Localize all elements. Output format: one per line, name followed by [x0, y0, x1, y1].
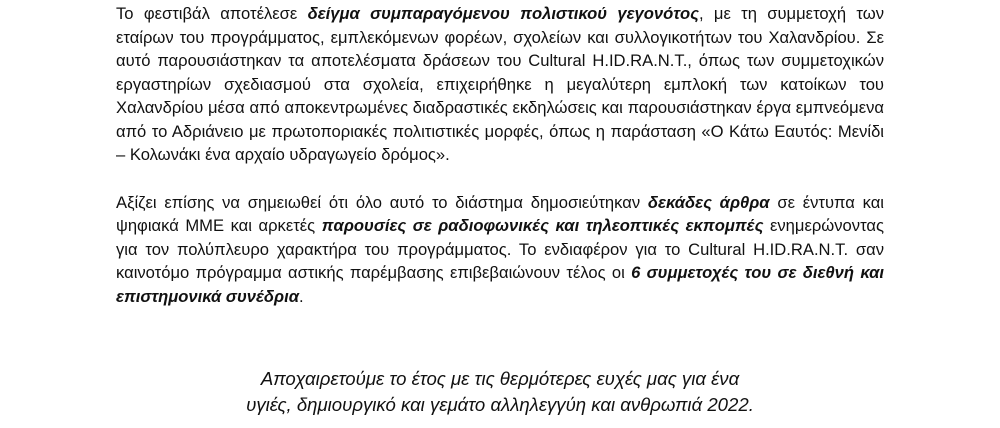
emphasis-text: δεκάδες άρθρα	[647, 192, 770, 212]
closing-wishes	[116, 366, 884, 418]
paragraph-text: , με τη συμμετοχή των εταίρων του προγράμματος, εμπλεκόμενων φορέων, σχολείων και συλλογικοτήτων του Χαλανδρίου. Σε αυτό παρουσιάστηκαν τα αποτελέσματα δράσεων του Cultural H.ID.RA.N.T., όπως των συμμετοχικών εργαστηρίων σχεδιασμού στα σχολεία, επιχειρήθηκε η μεγαλύτερη εμπλοκή των κατοίκων του Χαλανδρίου μέσα από αποκεντρωμένες διαδραστικές εκδηλώσεις και παρουσιάστηκαν έργα εμπνεόμενα από το Αδριάνειο με πρωτοποριακές πολιτιστικές μορφές, όπως η παράσταση «Ο Κάτω Εαυτός: Μενίδι – Κολωνάκι ένα αρχαίο υδραγωγείο δρόμος».	[116, 4, 884, 164]
emphasis-text: παρουσίες σε ραδιοφωνικές και τηλεοπτικές εκπομπές	[321, 216, 764, 235]
document-body	[116, 2, 884, 308]
paragraph-text: Αξίζει επίσης να σημειωθεί ότι όλο αυτό το διάστημα δημοσιεύτηκαν	[116, 192, 648, 212]
paragraph-media	[116, 191, 884, 309]
emphasis-text: δείγμα συμπαραγόμενου πολιστικού γεγονότος	[307, 4, 699, 23]
paragraph-text: .	[299, 286, 304, 306]
closing-line-1: Αποχαιρετούμε το έτος με τις θερμότερες ευχές μας για ένα	[260, 368, 740, 389]
paragraph-text: ενημερώνοντας για τον πολύπλευρο χαρακτήρα του προγράμματος. Το ενδιαφέρον για το Cultural H.ID.RA.N.T. σαν καινοτόμο πρόγραμμα αστικής παρέμβασης επιβεβαιώνουν τέλος οι	[116, 216, 884, 282]
closing-line-2: υγιές, δημιουργικό και γεμάτο αλληλεγγύη και ανθρωπιά 2022.	[246, 394, 754, 415]
paragraph-festival	[116, 2, 884, 167]
emphasis-text: 6 συμμετοχές του σε διεθνή και επιστημονικά συνέδρια	[116, 263, 884, 306]
paragraph-text: Το φεστιβάλ αποτέλεσε	[116, 4, 308, 23]
paragraph-text: σε έντυπα και ψηφιακά ΜΜΕ και αρκετές	[116, 192, 884, 235]
